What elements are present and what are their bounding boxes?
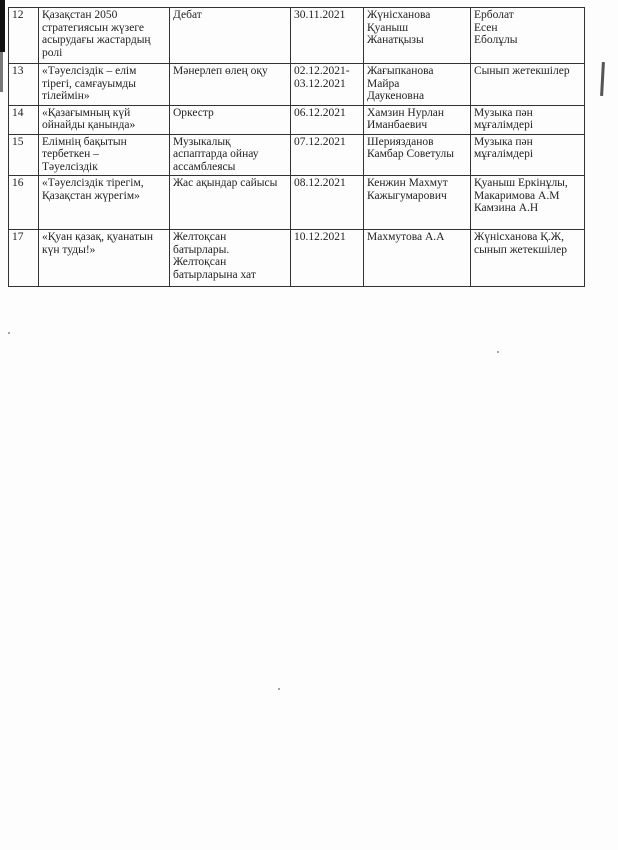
scan-speck bbox=[278, 688, 280, 690]
row-number: 12 bbox=[9, 8, 39, 64]
table-row bbox=[9, 8, 585, 64]
event-format: Дебат bbox=[170, 8, 291, 64]
table-row bbox=[9, 230, 585, 287]
event-date: 30.11.2021 bbox=[291, 8, 364, 64]
scan-speck bbox=[497, 351, 499, 353]
event-format: Жас ақындар сайысы bbox=[170, 176, 291, 230]
event-responsible: Қуаныш Еркінұлы, Макаримова А.М Камзина А.Н bbox=[471, 176, 585, 230]
event-title: Елімнің бақытын тербеткен – Тәуелсіздік bbox=[39, 134, 170, 176]
scan-edge-mark bbox=[0, 52, 3, 92]
event-organizer: Жүнісханова Қуаныш Жанатқызы bbox=[364, 8, 471, 64]
event-responsible: Ерболат Есен Еболұлы bbox=[471, 8, 585, 64]
table-row bbox=[9, 64, 585, 106]
event-organizer: Махмутова А.А bbox=[364, 230, 471, 287]
events-table bbox=[8, 7, 585, 287]
event-date: 10.12.2021 bbox=[291, 230, 364, 287]
event-organizer: Жағыпканова Майра Даукеновна bbox=[364, 64, 471, 106]
table-row bbox=[9, 176, 585, 230]
event-format: Желтоқсан батырлары. Желтоқсан батырларына хат bbox=[170, 230, 291, 287]
row-number: 13 bbox=[9, 64, 39, 106]
row-number: 16 bbox=[9, 176, 39, 230]
event-format: Музыкалық аспаптарда ойнау ассамблеясы bbox=[170, 134, 291, 176]
scan-edge-mark bbox=[600, 62, 605, 96]
table-row bbox=[9, 105, 585, 134]
scan-speck bbox=[8, 332, 10, 334]
event-title: «Тәуелсіздік – елім тірегі, самғауымды тілеймін» bbox=[39, 64, 170, 106]
event-date: 08.12.2021 bbox=[291, 176, 364, 230]
event-responsible: Музыка пән мұғалімдері bbox=[471, 105, 585, 134]
event-date: 06.12.2021 bbox=[291, 105, 364, 134]
table-row bbox=[9, 134, 585, 176]
event-organizer: Шериязданов Камбар Советулы bbox=[364, 134, 471, 176]
event-date: 02.12.2021- 03.12.2021 bbox=[291, 64, 364, 106]
row-number: 17 bbox=[9, 230, 39, 287]
event-format: Оркестр bbox=[170, 105, 291, 134]
event-responsible: Сынып жетекшілер bbox=[471, 64, 585, 106]
event-format: Мәнерлеп өлең оқу bbox=[170, 64, 291, 106]
event-title: «Қазағымның күй ойнайды қанында» bbox=[39, 105, 170, 134]
event-responsible: Музыка пән мұғалімдері bbox=[471, 134, 585, 176]
row-number: 15 bbox=[9, 134, 39, 176]
event-title: «Тәуелсіздік тірегім, Қазақстан жүрегім» bbox=[39, 176, 170, 230]
event-date: 07.12.2021 bbox=[291, 134, 364, 176]
event-title: Қазақстан 2050 стратегиясын жүзеге асырудағы жастардың ролі bbox=[39, 8, 170, 64]
row-number: 14 bbox=[9, 105, 39, 134]
event-organizer: Хамзин Нурлан Иманбаевич bbox=[364, 105, 471, 134]
event-title: «Қуан қазақ, қуанатын күн туды!» bbox=[39, 230, 170, 287]
event-responsible: Жүнісханова Қ.Ж, сынып жетекшілер bbox=[471, 230, 585, 287]
scan-edge-mark bbox=[0, 0, 5, 52]
event-organizer: Кенжин Махмут Кажыгумарович bbox=[364, 176, 471, 230]
